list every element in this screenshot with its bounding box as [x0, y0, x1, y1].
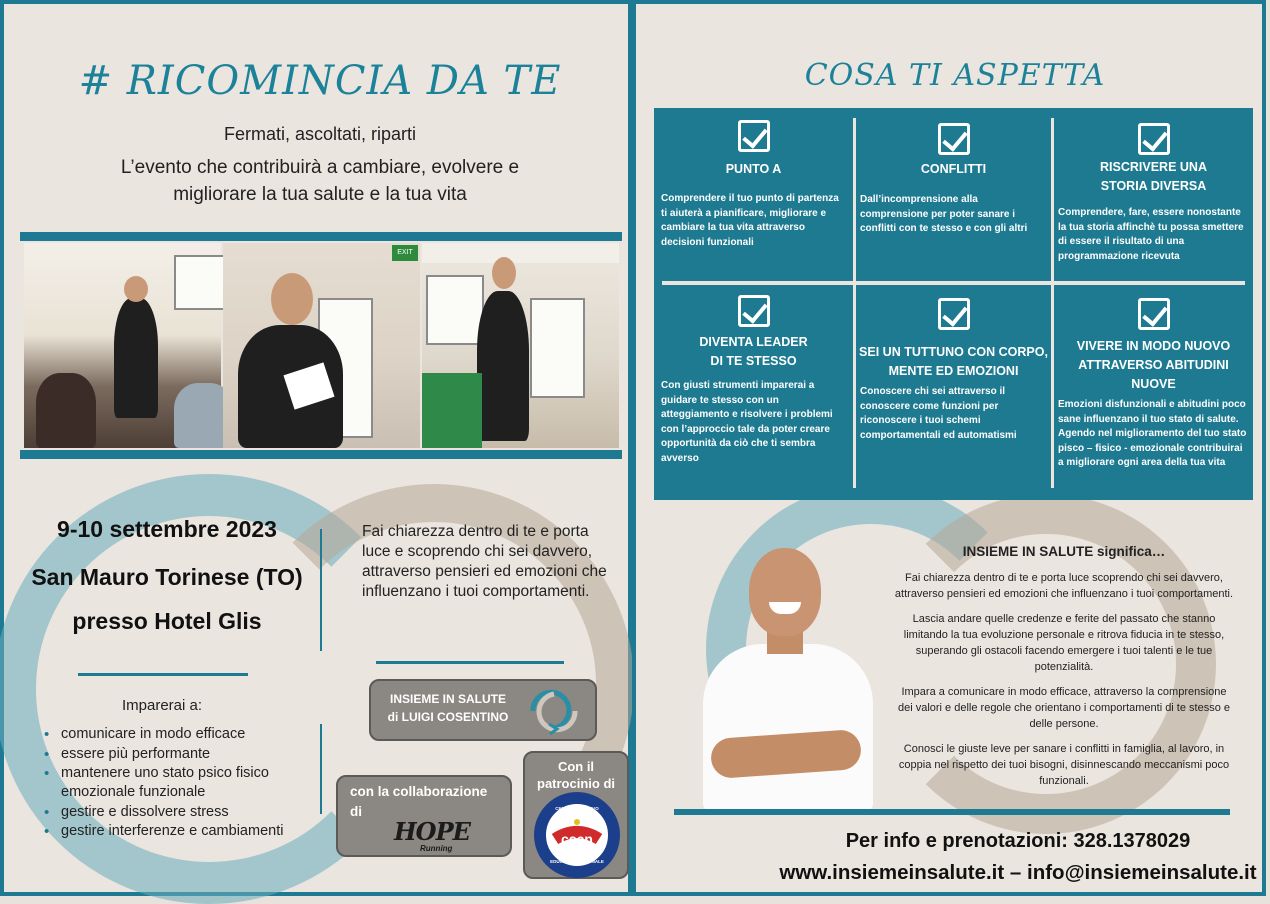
card-title: PUNTO A — [725, 162, 782, 176]
event-venue: presso Hotel Glis — [72, 608, 262, 634]
coach-portrait — [691, 544, 891, 810]
speaker-head — [492, 257, 516, 289]
portrait-body — [703, 644, 873, 810]
patron-label-2: patrocinio di — [537, 776, 615, 791]
card-title: DIVENTA LEADER DI TE STESSO — [699, 335, 808, 368]
speaker-head — [124, 276, 148, 302]
event-tagline: Fermati, ascoltati, riparti — [223, 124, 417, 144]
benefit-card-leader — [654, 285, 853, 500]
contact-phone: Per info e prenotazioni: 328.1378029 — [845, 830, 1191, 852]
benefit-card-abitudini — [1054, 285, 1253, 500]
event-photo-1 — [24, 243, 221, 448]
card-body: Conoscere chi sei attraverso il conoscere come funzioni per riconoscere i tuoi schemi comportamentali ed automatismi — [860, 386, 1017, 441]
intro-text: Fai chiarezza dentro di te e porta luce e scoprendo chi sei davvero, attraverso pensieri ed emozioni che influenzano i tuoi comportamenti. — [362, 523, 607, 600]
card-body: Comprendere, fare, essere nonostante la tua storia affinchè tu possa smettere di essere il risultato di una programmazione ricevuta — [1058, 207, 1244, 262]
learn-list — [44, 725, 324, 842]
speaker-figure — [114, 298, 158, 418]
brand-name: INSIEME IN SALUTE — [389, 692, 506, 706]
portrait-head — [749, 548, 821, 636]
meaning-paragraph: Fai chiarezza dentro di te e porta luce scoprendo chi sei davvero, attraverso pensieri ed emozioni che influenzano i tuoi comportamenti. — [894, 572, 1234, 600]
left-flyer-panel — [0, 0, 632, 896]
projector-screen — [426, 275, 484, 345]
collab-label-2: di — [350, 804, 362, 819]
insieme-in-salute-logo-box — [369, 679, 597, 741]
exit-sign: EXIT — [392, 245, 418, 261]
collab-label: con la collaborazione — [350, 784, 488, 799]
collaboration-logo-box — [336, 775, 512, 857]
hope-logo-word: HOPE — [394, 817, 470, 846]
event-description-line2: migliorare la tua salute e la tua vita — [173, 184, 467, 205]
event-photo-2 — [223, 243, 420, 448]
meaning-paragraph: Lascia andare quelle credenze e ferite del passato che stanno limitando la tua evoluzione personale e ritrova fiducia in te stesso, superando gli ostacoli facendo emergere i tuoi talenti e le tue potenzialità. — [903, 613, 1225, 673]
card-body: Emozioni disfunzionali e abitudini poco sane influenzano il tuo stato di salute. Agendo nel miglioramento del tuo stato pisco – fisico - emozionale contribuirai a migliorare ogni area della tua vita — [1058, 399, 1247, 468]
event-title: # RICOMINCIA DA TE — [78, 58, 562, 104]
learn-item: • gestire e dissolvere stress — [44, 803, 324, 822]
learn-item: • mantenere uno stato psico fisico emozionale funzionale — [44, 764, 324, 802]
card-title: VIVERE IN MODO NUOVO ATTRAVERSO ABITUDINI NUOVE — [1076, 339, 1231, 391]
patron-label: Con il — [557, 759, 595, 774]
wall-top — [422, 243, 619, 263]
learn-item: • gestire interferenze e cambiamenti — [44, 822, 324, 841]
patronage-logo-box — [523, 751, 629, 879]
divider-horizontal — [674, 809, 1230, 815]
benefit-card-conflitti — [856, 108, 1051, 281]
checkbox-icon — [1138, 123, 1170, 155]
meaning-paragraph: Impara a comunicare in modo efficace, attraverso la comprensione dei valori e delle regole che orientano i comportamenti di te stesso e delle persone. — [897, 686, 1231, 730]
checkbox-icon — [1138, 298, 1170, 330]
card-title: CONFLITTI — [920, 162, 987, 176]
speaker-figure — [477, 291, 529, 441]
checkbox-icon — [738, 295, 770, 327]
benefits-grid — [654, 108, 1253, 500]
checkbox-icon — [738, 120, 770, 152]
meaning-section — [894, 544, 1234, 798]
brand-author: di LUIGI COSENTINO — [387, 710, 509, 724]
green-table — [422, 373, 482, 448]
divider-horizontal — [78, 673, 248, 676]
card-body: Dall’incomprensione alla comprensione per poter sanare i conflitti con te stesso e con gli altri — [860, 194, 1028, 234]
section-title: COSA TI ASPETTA — [804, 58, 1106, 93]
divider-vertical — [320, 529, 322, 651]
csen-ring-bottom: EDUCATIVO NAZIONALE — [550, 859, 604, 864]
right-flyer-panel — [632, 0, 1266, 896]
event-photos — [24, 243, 619, 448]
learn-heading: Imparerai a: — [122, 697, 203, 714]
photo-bottom-bar — [20, 450, 622, 459]
csen-ring-top: CENTRO SPORTIVO — [555, 806, 599, 811]
checkbox-icon — [938, 123, 970, 155]
card-title: SEI UN TUTTUNO CON CORPO, MENTE ED EMOZIONI — [859, 345, 1048, 378]
event-photo-3 — [397, 243, 619, 448]
divider-vertical — [320, 724, 322, 814]
brand-swirl-icon — [523, 688, 585, 734]
event-location: San Mauro Torinese (TO) — [31, 564, 303, 590]
contact-web-email: www.insiemeinsalute.it – info@insiemeinsalute.it — [779, 861, 1257, 884]
whiteboard — [530, 298, 585, 398]
meaning-heading: INSIEME IN SALUTE significa… — [962, 544, 1166, 559]
card-body: Comprendere il tuo punto di partenza ti aiuterà a pianificare, migliorare e cambiare la tua vita attraverso decisioni funzionali — [661, 193, 839, 248]
benefit-card-punto-a — [654, 108, 853, 281]
photo-top-bar — [20, 232, 622, 241]
card-title: RISCRIVERE UNA STORIA DIVERSA — [1100, 160, 1207, 193]
hope-logo-sub: Running — [420, 844, 453, 853]
learn-item: • essere più performante — [44, 745, 324, 764]
event-date: 9-10 settembre 2023 — [57, 516, 277, 542]
benefit-card-tuttuno — [856, 285, 1051, 500]
csen-logo-text: csen — [561, 831, 593, 847]
checkbox-icon — [938, 298, 970, 330]
speaker-head — [271, 273, 313, 325]
meaning-paragraph: Conosci le giuste leve per sanare i conflitti in famiglia, al lavoro, in coppia nel rispetto dei tuoi bisogni, disinnescando meccanismi poco funzionali. — [898, 743, 1230, 787]
learn-item: • comunicare in modo efficace — [44, 725, 324, 744]
hope-running-logo — [390, 815, 474, 855]
event-description-line1: L’evento che contribuirà a cambiare, evolvere e — [120, 157, 520, 178]
benefit-card-storia — [1054, 108, 1253, 281]
audience-figure — [36, 373, 96, 448]
card-body: Con giusti strumenti imparerai a guidare te stesso con un atteggiamento e risolvere i problemi con l’approccio tale da poter creare opportunità da ciò che ti sembra avverso — [661, 380, 833, 464]
divider-horizontal — [376, 661, 564, 664]
